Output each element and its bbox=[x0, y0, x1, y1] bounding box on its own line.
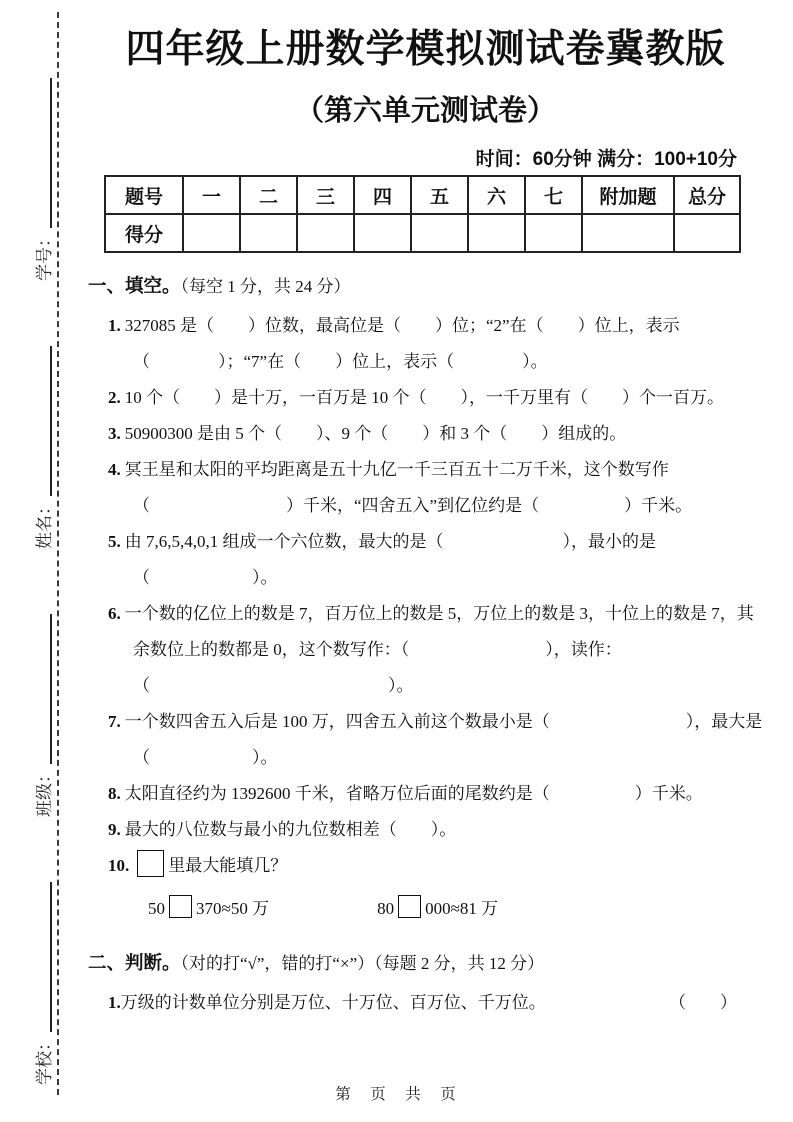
section-1-heading-note: （每空 1 分，共 24 分） bbox=[180, 277, 351, 296]
section-2-heading-note: （对的打“√”，错的打“×”）（每题 2 分，共 12 分） bbox=[180, 954, 545, 973]
exam-meta: 时间：60分钟 满分：100+10分 bbox=[475, 149, 737, 170]
school-blank-line bbox=[49, 882, 52, 1032]
class-label: 班级： bbox=[35, 766, 54, 817]
question-10-expression-1: 50 370≈50 万 bbox=[148, 888, 269, 930]
score-header-cell: 总分 bbox=[674, 176, 740, 214]
question-2: 2. 10 个（ ）是十万，一百万是 10 个（ ），一千万里有（ ）个一百万。 bbox=[108, 388, 724, 407]
question-4: 4. 冥王星和太阳的平均距离是五十九亿一千三百五十二万千米，这个数写作（ ）千米，“四舍五入”到亿位约是（ ）千米。 bbox=[108, 460, 693, 515]
page-footer: 第 页 共 页 bbox=[335, 1086, 458, 1103]
class-field bbox=[32, 549, 58, 817]
score-cell bbox=[582, 214, 674, 252]
score-row-label: 得分 bbox=[105, 214, 183, 252]
section-1-heading bbox=[88, 271, 765, 302]
score-cell bbox=[468, 214, 525, 252]
fill-box bbox=[137, 850, 164, 877]
school-label: 学校： bbox=[35, 1034, 54, 1085]
section-2-heading bbox=[88, 948, 765, 979]
question-10-expression-2: 80 000≈81 万 bbox=[377, 888, 498, 930]
question-10: 10. 里最大能填几？ bbox=[108, 848, 765, 884]
question-8: 8. 太阳直径约为 1392600 千米，省略万位后面的尾数约是（ ）千米。 bbox=[108, 784, 703, 803]
score-header-cell: 附加题 bbox=[582, 176, 674, 214]
name-blank-line bbox=[49, 346, 52, 496]
page-subtitle: （第六单元测试卷） bbox=[294, 95, 556, 127]
judgment-answer-blank: （ ） bbox=[669, 993, 737, 1012]
section-2-questions bbox=[108, 985, 765, 1021]
page-title: 四年级上册数学模拟测试卷冀教版 bbox=[125, 28, 726, 71]
score-header-cell: 七 bbox=[525, 176, 582, 214]
score-header-cell: 题号 bbox=[105, 176, 183, 214]
judgment-question-1: 1.万级的计数单位分别是万位、十万位、百万位、千万位。 （ ） bbox=[108, 985, 765, 1021]
section-1-questions bbox=[108, 308, 765, 930]
score-header-cell: 四 bbox=[354, 176, 411, 214]
question-9: 9. 最大的八位数与最小的九位数相差（ ）。 bbox=[108, 820, 457, 839]
question-10-expressions bbox=[148, 888, 765, 930]
score-table-score-row bbox=[105, 214, 740, 252]
name-field bbox=[32, 281, 58, 549]
score-header-cell: 三 bbox=[297, 176, 354, 214]
question-5: 5. 由 7,6,5,4,0,1 组成一个六位数，最大的是（ ），最小的是（ ）。 bbox=[108, 532, 656, 587]
question-7: 7. 一个数四舍五入后是 100 万，四舍五入前这个数最小是（ ），最大是（ ）。 bbox=[108, 712, 763, 767]
score-cell bbox=[240, 214, 297, 252]
question-1: 1. 327085 是（ ）位数，最高位是（ ）位；“2”在（ ）位上，表示（ ）；“7”在（ ）位上，表示（ ）。 bbox=[108, 316, 680, 371]
question-3: 3. 50900300 是由 5 个（ ）、9 个（ ）和 3 个（ ）组成的。 bbox=[108, 424, 627, 443]
score-table-header-row bbox=[105, 176, 740, 214]
score-cell bbox=[297, 214, 354, 252]
score-header-cell: 二 bbox=[240, 176, 297, 214]
name-label: 姓名： bbox=[35, 498, 54, 549]
score-cell bbox=[183, 214, 240, 252]
section-1-heading-title: 一、填空。 bbox=[88, 277, 181, 297]
score-header-cell: 五 bbox=[411, 176, 468, 214]
fill-box bbox=[398, 895, 421, 918]
section-judgment bbox=[86, 948, 765, 1021]
score-cell bbox=[674, 214, 740, 252]
student-info-strip bbox=[12, 10, 58, 1085]
section-2-heading-title: 二、判断。 bbox=[88, 954, 181, 974]
section-fill-blanks bbox=[86, 271, 765, 930]
school-field bbox=[32, 817, 58, 1085]
student-id-field bbox=[32, 13, 58, 281]
score-cell bbox=[354, 214, 411, 252]
paper-main-column bbox=[86, 0, 765, 1021]
student-id-blank-line bbox=[49, 78, 52, 228]
score-cell bbox=[525, 214, 582, 252]
fill-box bbox=[169, 895, 192, 918]
score-header-cell: 一 bbox=[183, 176, 240, 214]
class-blank-line bbox=[49, 614, 52, 764]
score-header-cell: 六 bbox=[468, 176, 525, 214]
score-cell bbox=[411, 214, 468, 252]
student-id-label: 学号： bbox=[35, 230, 54, 281]
score-table bbox=[104, 175, 741, 253]
question-6: 6. 一个数的亿位上的数是 7，百万位上的数是 5，万位上的数是 3，十位上的数是 7，其余数位上的数都是 0，这个数写作：（ ），读作：（ ）。 bbox=[108, 604, 754, 695]
